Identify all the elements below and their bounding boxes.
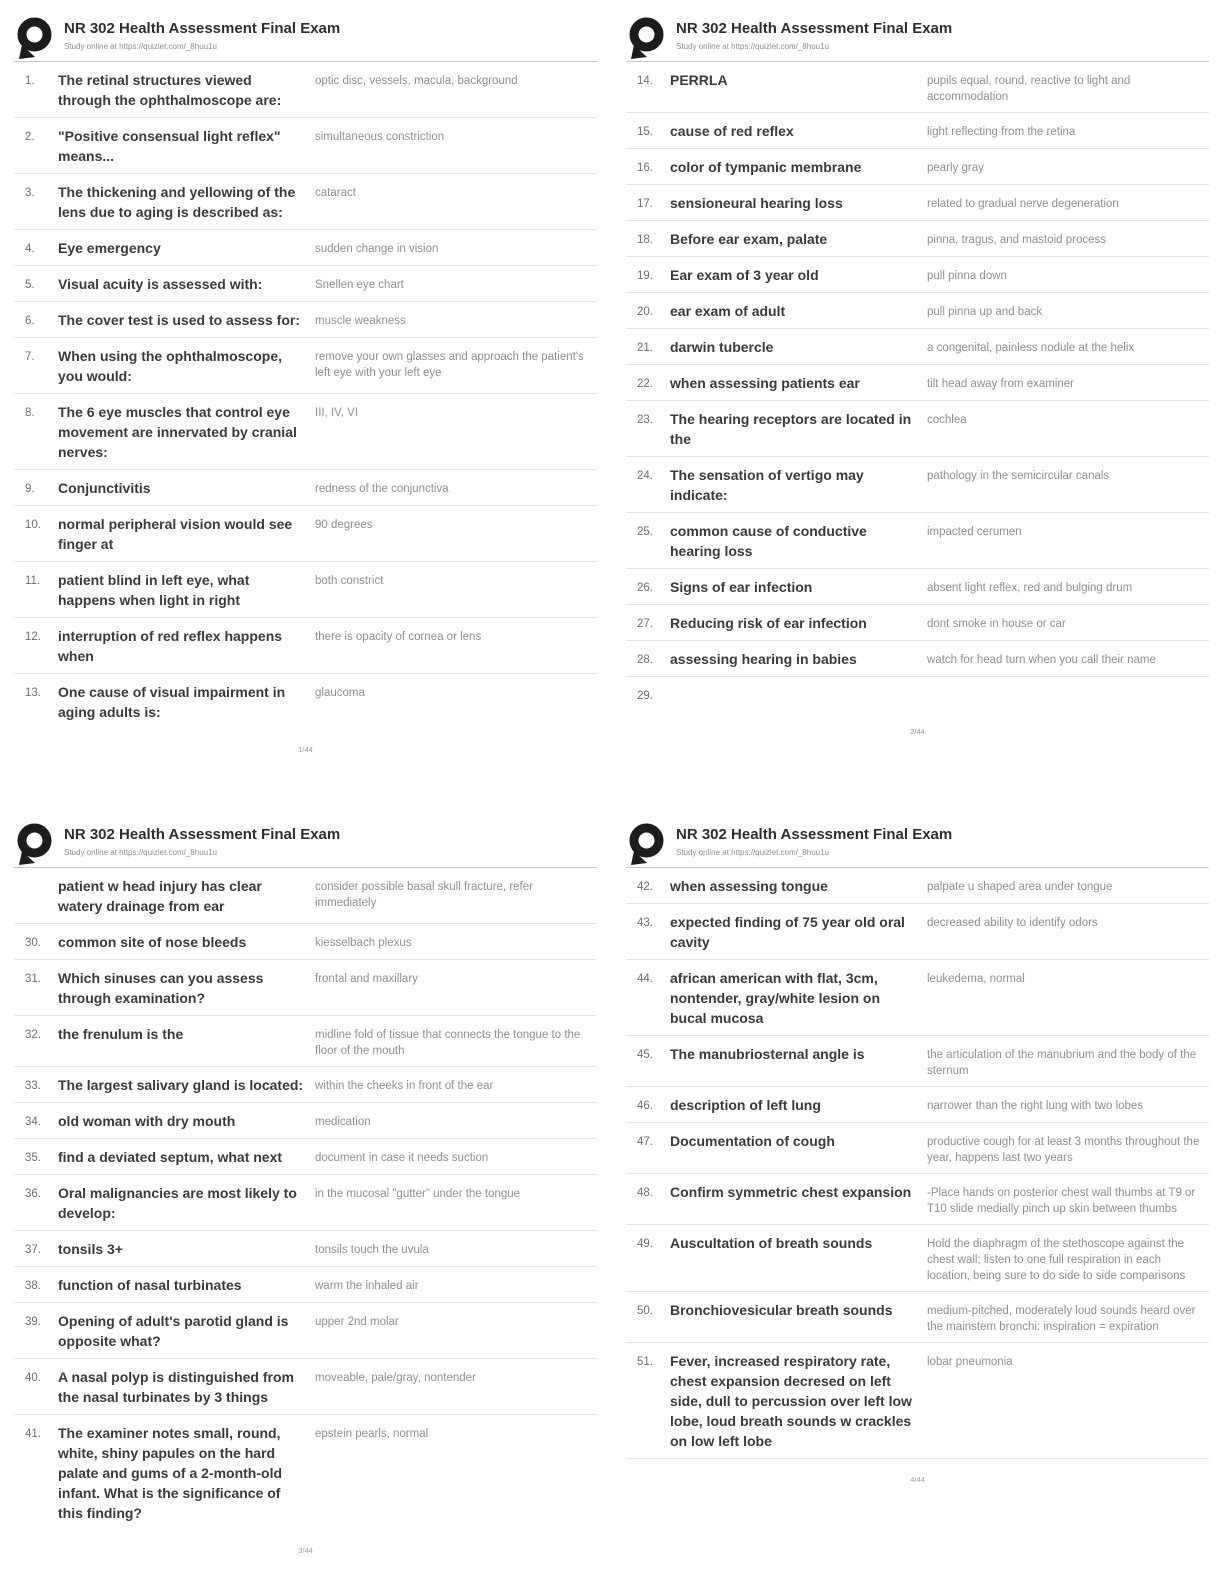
header-text (64, 822, 597, 857)
question-text: The manubriosternal angle is (670, 1046, 865, 1062)
qa-row (626, 1087, 1209, 1123)
answer-text (927, 685, 1209, 704)
answer-text: decreased ability to identify odors (927, 917, 1098, 929)
answer-text: impacted cerumen (927, 526, 1022, 538)
question-text: sensioneural hearing loss (670, 195, 843, 211)
question-text: patient w head injury has clear watery drainage from ear (58, 878, 262, 914)
answer-text: within the cheeks in front of the ear (315, 1080, 494, 1092)
question-number: 34. (25, 1116, 41, 1128)
question-number: 51. (637, 1356, 653, 1368)
answer-text: pinna, tragus, and mastoid process (927, 234, 1106, 246)
question-number: 45. (637, 1049, 653, 1061)
qa-row (626, 1174, 1209, 1225)
question-number: 46. (637, 1100, 653, 1112)
qa-row (14, 1231, 597, 1267)
qa-row (14, 62, 597, 118)
qa-row (14, 266, 597, 302)
answer-text: palpate u shaped area under tongue (927, 881, 1113, 893)
question-number: 40. (25, 1372, 41, 1384)
answer-text: glaucoma (315, 687, 365, 699)
qa-row (14, 1359, 597, 1415)
question-text: find a deviated septum, what next (58, 1149, 283, 1165)
question-text: tonsils 3+ (58, 1241, 123, 1257)
qa-row (14, 338, 597, 394)
study-online-url: Study online at https://quizlet.com/_8huu1u (676, 848, 829, 857)
question-text: A nasal polyp is distinguished from the nasal turbinates by 3 things (58, 1369, 294, 1405)
question-text: color of tympanic membrane (670, 159, 862, 175)
answer-text: narrower than the right lung with two lobes (927, 1100, 1144, 1112)
qa-row (14, 118, 597, 174)
qa-row (626, 1292, 1209, 1343)
quizlet-logo-icon (626, 822, 670, 868)
answer-text: document in case it needs suction (315, 1152, 489, 1164)
qa-list (14, 62, 597, 729)
answer-text: epstein pearls, normal (315, 1428, 429, 1440)
page-title: NR 302 Health Assessment Final Exam (64, 826, 341, 843)
qa-row (626, 1036, 1209, 1087)
qa-row (626, 868, 1209, 904)
question-text: Eye emergency (58, 240, 161, 256)
question-number: 23. (637, 414, 653, 426)
answer-text: warm the inhaled air (315, 1280, 419, 1292)
answer-text: kiesselbach plexus (315, 937, 412, 949)
question-number: 25. (637, 526, 653, 538)
question-number: 33. (25, 1080, 41, 1092)
question-text: The cover test is used to assess for: (58, 312, 300, 328)
question-number: 6. (25, 315, 35, 327)
answer-text: Snellen eye chart (315, 279, 404, 291)
question-text: the frenulum is the (58, 1026, 184, 1042)
question-number: 32. (25, 1029, 41, 1041)
page-3 (0, 792, 612, 1584)
question-number: 19. (637, 270, 653, 282)
question-number: 24. (637, 470, 653, 482)
qa-row (626, 62, 1209, 113)
question-number: 35. (25, 1152, 41, 1164)
question-text: Fever, increased respiratory rate, chest expansion decresed on left side, dull to percussion over left low lobe, loud breath sounds w crackles on low left lobe (670, 1353, 912, 1449)
question-number: 11. (25, 575, 41, 587)
question-text: Ear exam of 3 year old (670, 267, 819, 283)
answer-text: productive cough for at least 3 months throughout the year, happens last two years (927, 1136, 1200, 1164)
answer-text: remove your own glasses and approach the patient's left eye with your left eye (315, 351, 584, 379)
answer-text: pupils equal, round, reactive to light and accommodation (927, 75, 1131, 103)
answer-text: lobar pneumonia (927, 1356, 1013, 1368)
question-number: 12. (25, 631, 41, 643)
answer-text: both constrict (315, 575, 384, 587)
question-number (25, 876, 58, 916)
page-header (14, 16, 597, 62)
question-number: 8. (25, 407, 35, 419)
question-number: 50. (637, 1305, 653, 1317)
question-number: 5. (25, 279, 35, 291)
qa-row (626, 149, 1209, 185)
qa-row (626, 185, 1209, 221)
answer-text: there is opacity of cornea or lens (315, 631, 482, 643)
answer-text: -Place hands on posterior chest wall thumbs at T9 or T10 slide medially pinch up skin between thumbs (927, 1187, 1196, 1215)
qa-row (626, 365, 1209, 401)
question-number: 48. (637, 1187, 653, 1199)
qa-row (626, 641, 1209, 677)
page-title: NR 302 Health Assessment Final Exam (676, 826, 953, 843)
answer-text: optic disc, vessels, macula, background (315, 75, 518, 87)
answer-text: III, IV, VI (315, 407, 359, 419)
question-text: expected finding of 75 year old oral cavity (670, 914, 905, 950)
answer-text: pathology in the semicircular canals (927, 470, 1110, 482)
qa-row (626, 457, 1209, 513)
answer-text: watch for head turn when you call their name (927, 654, 1156, 666)
page-4 (612, 792, 1224, 1584)
qa-row (626, 677, 1209, 711)
question-text: The thickening and yellowing of the lens due to aging is described as: (58, 184, 296, 220)
question-text: ear exam of adult (670, 303, 786, 319)
question-text: cause of red reflex (670, 123, 794, 139)
question-number: 36. (25, 1188, 41, 1200)
question-number: 44. (637, 973, 653, 985)
question-number: 10. (25, 519, 41, 531)
answer-text: cataract (315, 187, 356, 199)
qa-row (14, 394, 597, 470)
answer-text: leukedema, normal (927, 973, 1025, 985)
question-text: The retinal structures viewed through the ophthalmoscope are: (58, 72, 282, 108)
page-title: NR 302 Health Assessment Final Exam (676, 20, 953, 37)
question-text: The examiner notes small, round, white, shiny papules on the hard palate and gums of a 2-month-old infant. What is the significance of this finding? (58, 1425, 283, 1521)
question-number: 31. (25, 973, 41, 985)
question-number: 15. (637, 126, 653, 138)
qa-row (14, 1067, 597, 1103)
question-number: 22. (637, 378, 653, 390)
qa-row (14, 1103, 597, 1139)
question-text: Reducing risk of ear infection (670, 615, 867, 631)
answer-text: tonsils touch the uvula (315, 1244, 429, 1256)
header-text (676, 822, 1209, 857)
page-header (626, 822, 1209, 868)
question-text: function of nasal turbinates (58, 1277, 242, 1293)
answer-text: frontal and maxillary (315, 973, 418, 985)
answer-text: light reflecting from the retina (927, 126, 1076, 138)
qa-row (14, 174, 597, 230)
question-text: Visual acuity is assessed with: (58, 276, 263, 292)
answer-text: pearly gray (927, 162, 984, 174)
qa-row (14, 1175, 597, 1231)
question-text: when assessing tongue (670, 878, 828, 894)
question-number: 30. (25, 937, 41, 949)
question-text: The hearing receptors are located in the (670, 411, 912, 447)
question-number: 39. (25, 1316, 41, 1328)
qa-row (626, 257, 1209, 293)
qa-row (14, 562, 597, 618)
question-text: When using the ophthalmoscope, you would: (58, 348, 282, 384)
question-number: 37. (25, 1244, 41, 1256)
qa-row (626, 329, 1209, 365)
question-text: patient blind in left eye, what happens when light in right (58, 572, 250, 608)
question-text: PERRLA (670, 72, 728, 88)
page-title: NR 302 Health Assessment Final Exam (64, 20, 341, 37)
question-text: "Positive consensual light reflex" means... (58, 128, 281, 164)
answer-text: cochlea (927, 414, 967, 426)
question-number: 49. (637, 1238, 653, 1250)
answer-text: pull pinna down (927, 270, 1007, 282)
answer-text: a congenital, painless nodule at the helix (927, 342, 1135, 354)
question-number: 13. (25, 687, 41, 699)
question-number: 41. (25, 1428, 41, 1440)
question-text: Oral malignancies are most likely to develop: (58, 1185, 297, 1221)
question-number: 26. (637, 582, 653, 594)
qa-row (14, 1415, 597, 1530)
qa-row (626, 1343, 1209, 1459)
question-text: common cause of conductive hearing loss (670, 523, 867, 559)
question-text: One cause of visual impairment in aging adults is: (58, 684, 286, 720)
answer-text: sudden change in vision (315, 243, 439, 255)
page-1 (0, 0, 612, 792)
question-text: The largest salivary gland is located: (58, 1077, 304, 1093)
qa-row (626, 293, 1209, 329)
qa-row (626, 904, 1209, 960)
qa-list (14, 868, 597, 1530)
quizlet-logo-icon (626, 16, 670, 62)
question-number: 16. (637, 162, 653, 174)
question-text: The sensation of vertigo may indicate: (670, 467, 864, 503)
qa-row (626, 569, 1209, 605)
qa-list (626, 868, 1209, 1459)
page-number: 1/44 (298, 745, 313, 754)
qa-row (14, 302, 597, 338)
qa-row (14, 1267, 597, 1303)
page-number: 4/44 (910, 1475, 925, 1484)
question-text: The 6 eye muscles that control eye movement are innervated by cranial nerves: (58, 404, 297, 460)
question-number: 29. (637, 690, 653, 702)
question-number: 27. (637, 618, 653, 630)
question-text: Opening of adult's parotid gland is opposite what? (58, 1313, 289, 1349)
question-number: 28. (637, 654, 653, 666)
qa-row (14, 506, 597, 562)
study-online-url: Study online at https://quizlet.com/_8huu1u (676, 42, 829, 51)
qa-row (626, 221, 1209, 257)
question-text: darwin tubercle (670, 339, 774, 355)
answer-text: pull pinna up and back (927, 306, 1043, 318)
header-text (64, 16, 597, 51)
question-text (670, 685, 927, 704)
answer-text: midline fold of tissue that connects the tongue to the floor of the mouth (315, 1029, 581, 1057)
answer-text: consider possible basal skull fracture, refer immediately (315, 881, 533, 909)
answer-text: tilt head away from examiner (927, 378, 1075, 390)
question-text: Conjunctivitis (58, 480, 151, 496)
question-number: 2. (25, 131, 35, 143)
question-text: african american with flat, 3cm, nontender, gray/white lesion on bucal mucosa (670, 970, 881, 1026)
answer-text: Hold the diaphragm of the stethoscope against the chest wall; listen to one full respiration in each location, being sure to do side to side comparisons (927, 1238, 1186, 1282)
question-text: Before ear exam, palate (670, 231, 828, 247)
answer-text: muscle weakness (315, 315, 406, 327)
page-number: 2/44 (910, 727, 925, 736)
answer-text: related to gradual nerve degeneration (927, 198, 1119, 210)
page-header (626, 16, 1209, 62)
answer-text: redness of the conjunctiva (315, 483, 449, 495)
page-header (14, 822, 597, 868)
qa-row (14, 1303, 597, 1359)
page-number: 3/44 (298, 1546, 313, 1555)
question-number: 14. (637, 75, 653, 87)
question-number: 20. (637, 306, 653, 318)
answer-text: medium-pitched, moderately loud sounds heard over the mainstem bronchi: inspiration = expiration (927, 1305, 1196, 1333)
question-text: Auscultation of breath sounds (670, 1235, 873, 1251)
question-number: 43. (637, 917, 653, 929)
question-number: 4. (25, 243, 35, 255)
qa-row (14, 230, 597, 266)
qa-row (14, 868, 597, 924)
answer-text: 90 degrees (315, 519, 373, 531)
answer-text: dont smoke in house or car (927, 618, 1066, 630)
qa-row (14, 1139, 597, 1175)
question-text: description of left lung (670, 1097, 821, 1113)
question-text: normal peripheral vision would see finger at (58, 516, 293, 552)
study-online-url: Study online at https://quizlet.com/_8huu1u (64, 42, 217, 51)
study-online-url: Study online at https://quizlet.com/_8huu1u (64, 848, 217, 857)
header-text (676, 16, 1209, 51)
question-text: when assessing patients ear (670, 375, 860, 391)
question-text: Bronchiovesicular breath sounds (670, 1302, 893, 1318)
qa-row (14, 674, 597, 729)
answer-text: upper 2nd molar (315, 1316, 399, 1328)
question-text: interruption of red reflex happens when (58, 628, 283, 664)
question-text: Signs of ear infection (670, 579, 813, 595)
question-number: 42. (637, 881, 653, 893)
answer-text: simultaneous constriction (315, 131, 445, 143)
question-number: 1. (25, 75, 35, 87)
page-2 (612, 0, 1224, 792)
question-number: 9. (25, 483, 35, 495)
qa-row (14, 470, 597, 506)
answer-text: medication (315, 1116, 371, 1128)
answer-text: the articulation of the manubrium and the body of the sternum (927, 1049, 1197, 1077)
question-text: assessing hearing in babies (670, 651, 857, 667)
question-text: Which sinuses can you assess through examination? (58, 970, 264, 1006)
question-number: 47. (637, 1136, 653, 1148)
qa-row (626, 401, 1209, 457)
qa-row (14, 618, 597, 674)
qa-row (14, 1016, 597, 1067)
question-number: 38. (25, 1280, 41, 1292)
qa-row (626, 605, 1209, 641)
question-text: Documentation of cough (670, 1133, 835, 1149)
qa-row (14, 960, 597, 1016)
qa-row (626, 513, 1209, 569)
quizlet-logo-icon (14, 822, 58, 868)
answer-text: in the mucosal "gutter" under the tongue (315, 1188, 521, 1200)
question-number: 21. (637, 342, 653, 354)
question-text: old woman with dry mouth (58, 1113, 236, 1129)
qa-row (626, 960, 1209, 1036)
question-number: 7. (25, 351, 35, 363)
qa-list (626, 62, 1209, 711)
question-number: 17. (637, 198, 653, 210)
answer-text: absent light reflex, red and bulging drum (927, 582, 1133, 594)
qa-row (626, 1225, 1209, 1292)
quizlet-logo-icon (14, 16, 58, 62)
question-number: 18. (637, 234, 653, 246)
qa-row (14, 924, 597, 960)
qa-row (626, 1123, 1209, 1174)
answer-text: moveable, pale/gray, nontender (315, 1372, 476, 1384)
question-text: common site of nose bleeds (58, 934, 247, 950)
qa-row (626, 113, 1209, 149)
question-number: 3. (25, 187, 35, 199)
question-text: Confirm symmetric chest expansion (670, 1184, 912, 1200)
